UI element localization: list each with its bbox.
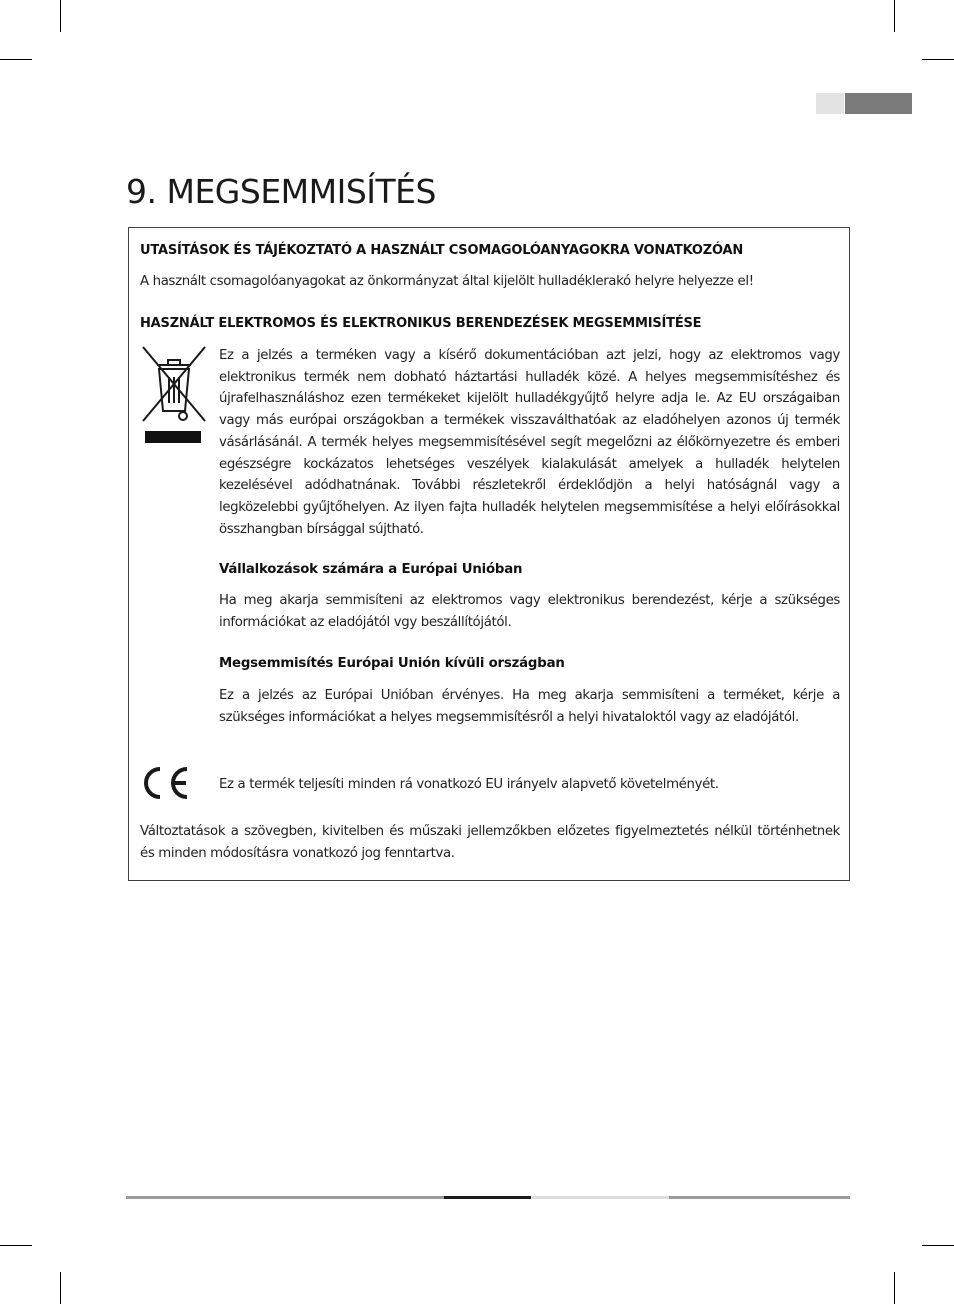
packaging-text: A használt csomagolóanyagokat az önkormányzat által kijelölt hulladéklerakó helyre helyezze el! (140, 274, 754, 289)
crop-mark (922, 1245, 954, 1246)
notice-text: Változtatások a szövegben, kivitelben és műszaki jellemzőkben előzetes figyelmeztetés nélkül történhetnek és minden módosításra vonatkozó jog fenntartva. (140, 824, 840, 861)
crop-mark (894, 1272, 895, 1304)
packaging-heading: UTASÍTÁSOK ÉS TÁJÉKOZTATÓ A HASZNÁLT CSOMAGOLÓANYAGOKRA VONATKOZÓAN (140, 243, 744, 258)
outside-eu-heading: Megsemmisítés Európai Unión kívüli országban (219, 656, 565, 671)
crop-mark (0, 1245, 32, 1246)
disposal-info-box (128, 227, 850, 881)
ce-mark-icon (139, 764, 191, 802)
section-tab-dark (845, 93, 912, 114)
crop-mark (0, 59, 32, 60)
weee-text: Ez a jelzés a terméken vagy a kísérő dokumentációban azt jelzi, hogy az elektromos vagy elektronikus termék nem dobható háztartási hulladék közé. A helyes megsemmisítéshez és újrafelhasználáshoz ezen termékeket kijelölt hulladékgyűjtő helyre adja le. Az EU országaiban vagy más európai országokban a termékek visszaválthatóak az eladóhelyen azonos új termék vásárlásánál. A termék helyes megsemmisítésével segít megelőzni az élőkörnyezetre és emberi egészségre kockázatos lehetséges veszélyek kialakulását amelyek a hulladék helytelen kezelésével adódhatnának. További részletekről érdeklődjön a helyi hatóságnál vagy a legközelebbi gyűjtőhelyen. Az ilyen fajta hulladék helytelen megsemmisítése a helyi előírásokkal összhangban bírsággal sújtható. (219, 348, 840, 537)
outside-eu-text: Ez a jelzés az Európai Unióban érvényes. Ha meg akarja semmisíteni a terméket, kérje a szükséges információkat a helyes megsemmisítésről a helyi hivataloktól vagy az eladójától. (219, 688, 840, 725)
section-tab-light (816, 93, 844, 114)
page-title: 9. MEGSEMMISÍTÉS (126, 172, 436, 211)
ce-text: Ez a termék teljesíti minden rá vonatkozó EU irányelv alapvető követelményét. (219, 777, 719, 792)
crop-mark (894, 0, 895, 32)
crossed-out-wheelie-bin-icon (139, 345, 211, 449)
crop-mark (60, 0, 61, 32)
footer-bar-light (531, 1196, 669, 1199)
business-eu-text: Ha meg akarja semmisíteni az elektromos vagy elektronikus berendezést, kérje a szükséges információkat az eladójától vgy beszállítójától. (219, 593, 840, 630)
business-eu-heading: Vállalkozások számára a Európai Unióban (219, 562, 523, 577)
footer-bar-black (444, 1196, 531, 1199)
crop-mark (922, 59, 954, 60)
weee-heading: HASZNÁLT ELEKTROMOS ÉS ELEKTRONIKUS BERENDEZÉSEK MEGSEMMISÍTÉSE (140, 316, 702, 331)
footer-bar-gray (126, 1196, 444, 1199)
footer-bar-gray-right (669, 1196, 850, 1199)
crop-mark (60, 1272, 61, 1304)
